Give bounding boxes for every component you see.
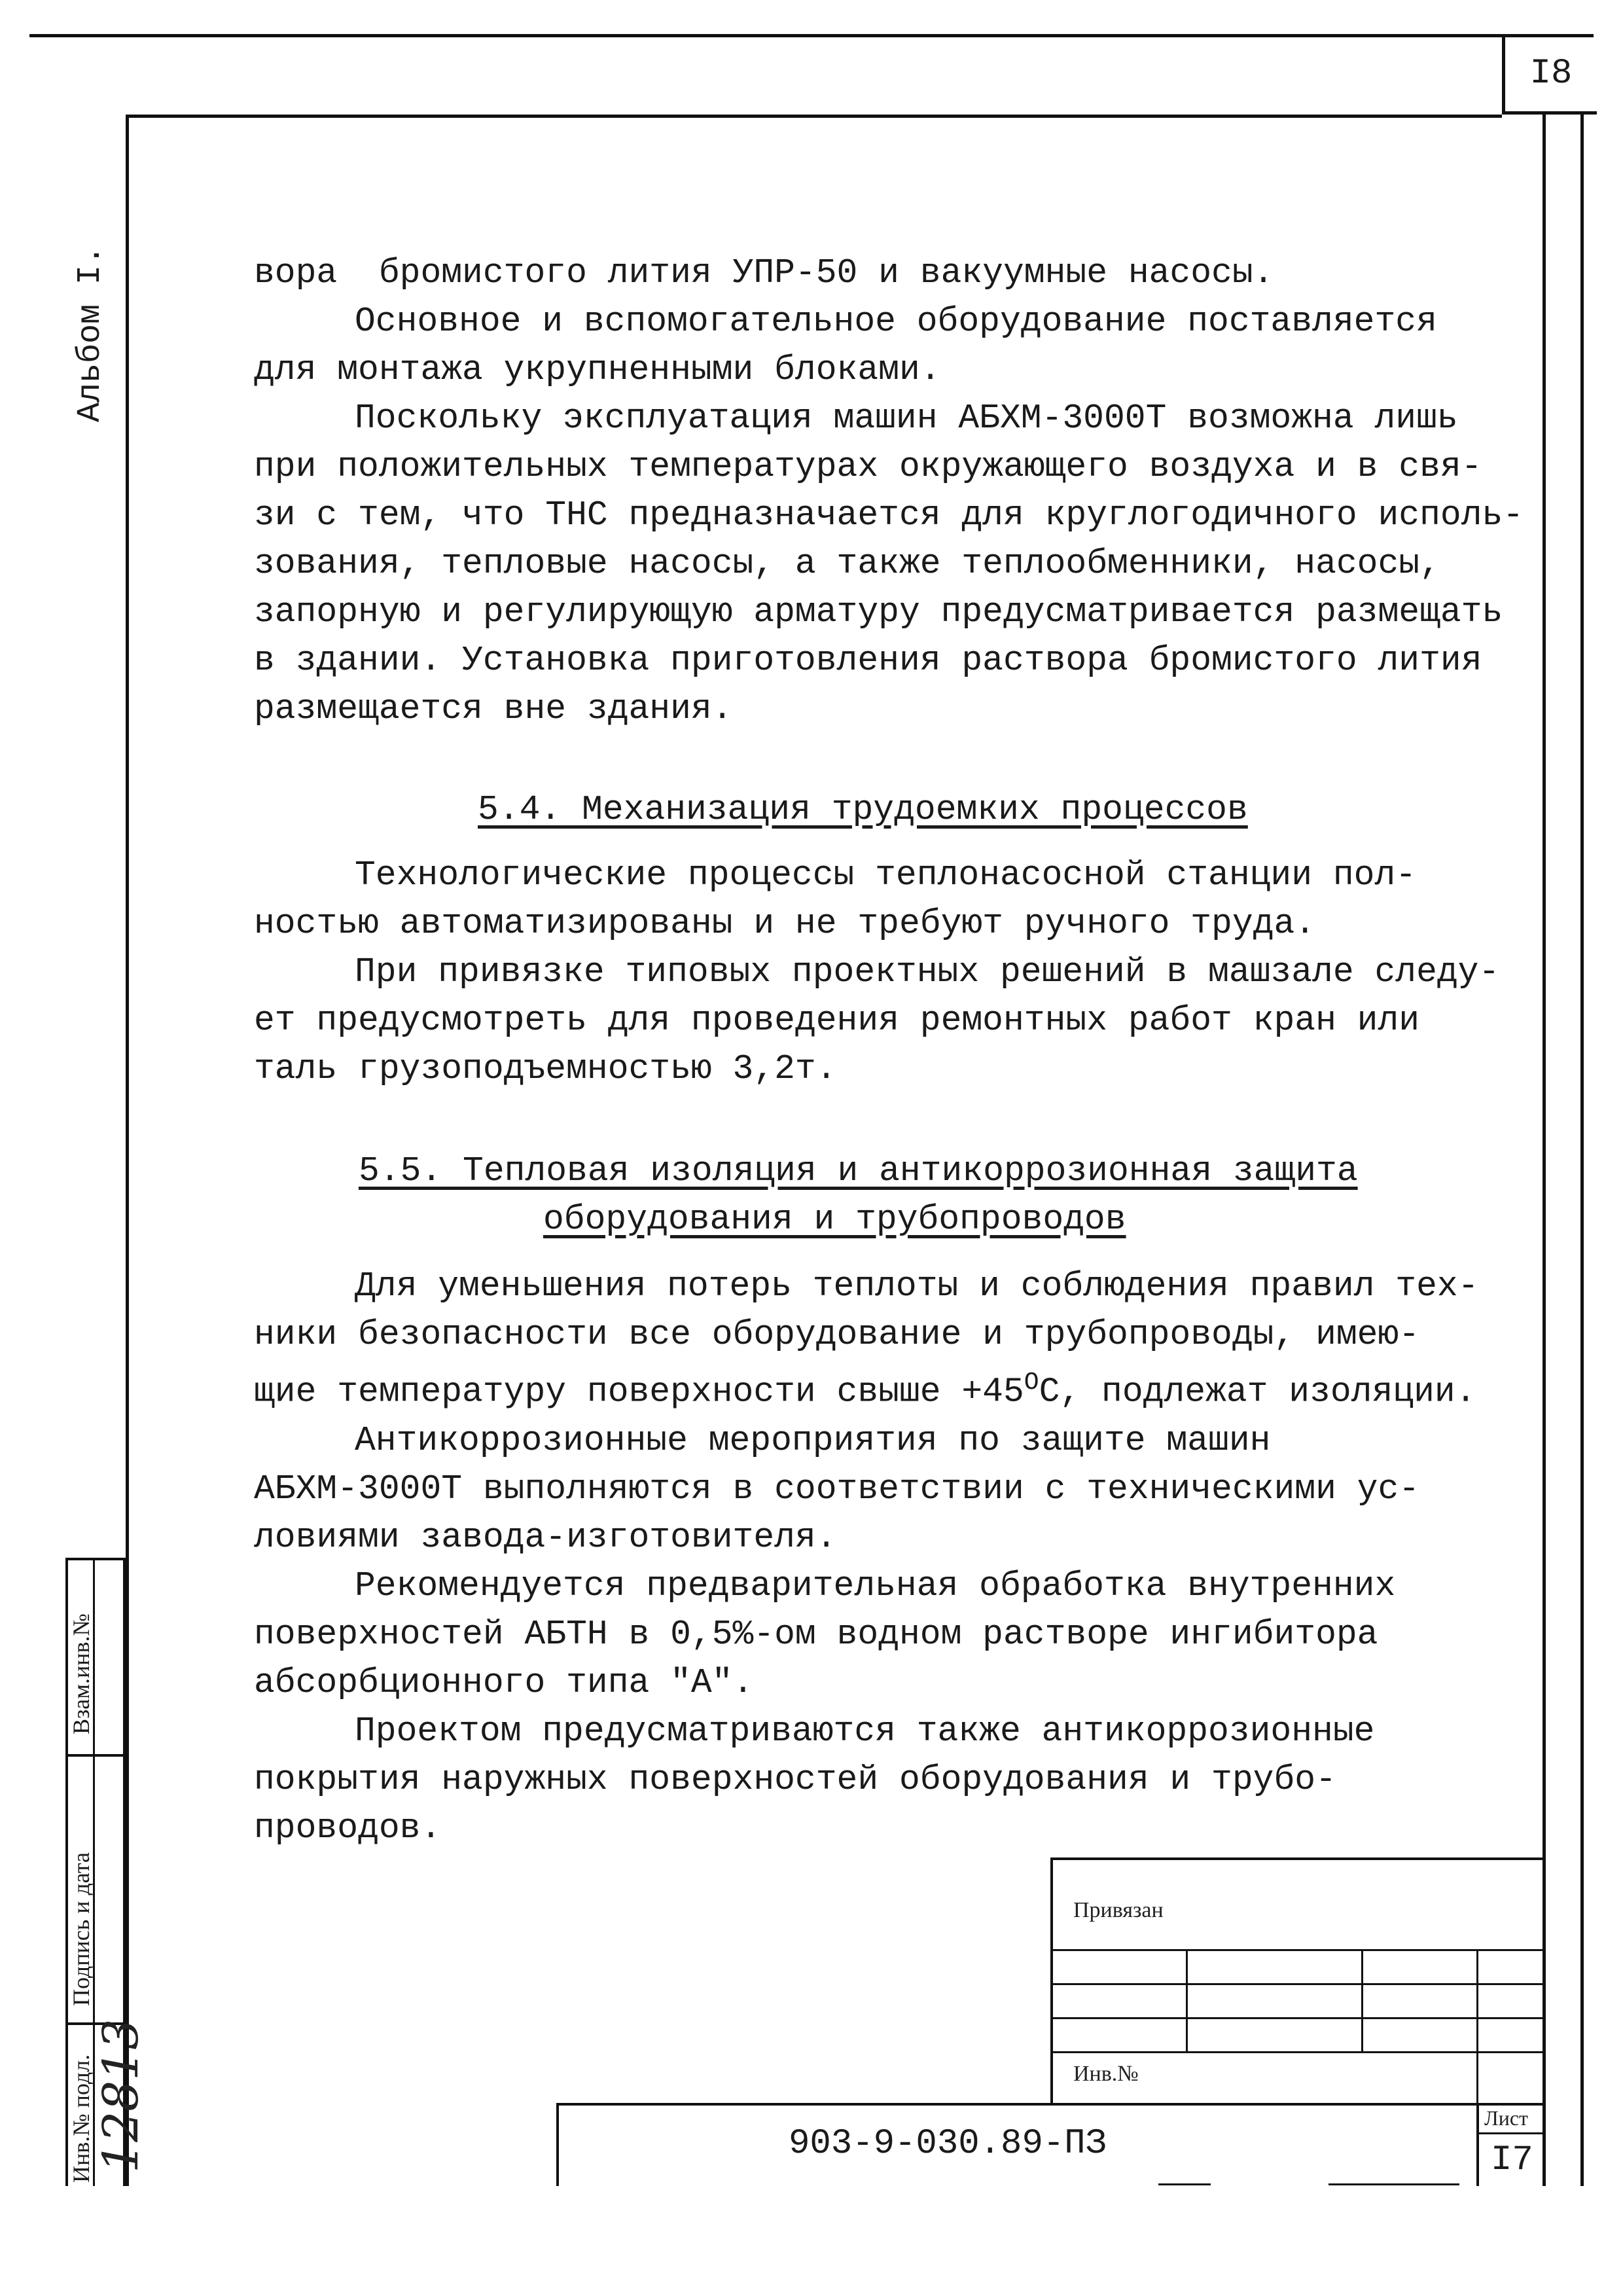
handwritten-inv-number: 12813 (93, 2018, 149, 2173)
side-label-sign: Подпись и дата (68, 1852, 94, 2006)
frame-left (126, 115, 129, 2186)
s55-p1-line3 (254, 1359, 1497, 1416)
top-rule (29, 34, 1594, 37)
side-stamp-top (65, 1558, 126, 1560)
s55-rest-p2-line3: абсорбционного типа "А". (254, 1662, 754, 1702)
s55-rest-p1-line1: Антикоррозионные мероприятия по защите машин (355, 1420, 1271, 1460)
tb-main-left (556, 2103, 559, 2186)
s55-p1-line2: ники безопасности все оборудование и трубопроводы, имею- (254, 1315, 1420, 1354)
s54-p2-line1: При привязке типовых проектных решений в машзале следу- (355, 952, 1500, 992)
section-5-5-heading-line2: оборудования и трубопроводов (543, 1200, 1126, 1239)
s55-rest-p3-line2: покрытия наружных поверхностей оборудования и трубо- (254, 1759, 1336, 1799)
tb-col3 (1476, 1949, 1478, 2103)
intro-p3-line1: Поскольку эксплуатация машин АБХМ-3000Т возможна лишь (355, 399, 1458, 438)
s55-rest-p1-line3: ловиями завода-изготовителя. (254, 1517, 837, 1557)
outer-right-rule (1580, 111, 1584, 2186)
s54-p1-line1: Технологические процессы теплонасосной станции пол- (355, 855, 1417, 895)
intro-p3-line6: в здании. Установка приготовления раствора бромистого лития (254, 641, 1482, 680)
document-code: 903-9-030.89-ПЗ (789, 2124, 1107, 2164)
s55-p1-line3-post: С, подлежат изоляции. (1039, 1372, 1476, 1412)
page-number: I8 (1502, 36, 1597, 115)
intro-p1-line1: вора бромистого лития УПР-50 и вакуумные насосы. (254, 253, 1274, 293)
s55-p1-line3-pre: щие температуру поверхности свыше +45 (254, 1372, 1024, 1412)
intro-p3-line7: размещается вне здания. (254, 689, 733, 728)
section-5-5-heading-line1: 5.5. Тепловая изоляция и антикоррозионная защита (359, 1151, 1358, 1191)
s55-rest-p2-line2: поверхностей АБТН в 0,5%-ом водном растворе ингибитора (254, 1614, 1378, 1654)
s55-rest-p1-line2: АБХМ-3000Т выполняются в соответствии с техническими ус- (254, 1469, 1420, 1509)
tb-outer-left (1050, 1857, 1053, 2103)
section-5-4-body (254, 851, 1500, 1093)
s54-p2-line3: таль грузоподъемностью 3,2т. (254, 1049, 837, 1088)
section-5-5-body (254, 1262, 1497, 1852)
tb-col1 (1186, 1949, 1188, 2051)
sheet-number: I7 (1491, 2140, 1533, 2180)
side-stamp-div1 (65, 1754, 126, 1757)
side-label-vzam: Взам.инв.№ (68, 1613, 94, 1734)
intro-p3-line3: зи с тем, что ТНС предназначается для круглогодичного исполь- (254, 495, 1524, 535)
bottom-dash-2 (1329, 2183, 1459, 2185)
intro-p3-line2: при положительных температурах окружающего воздуха и в свя- (254, 447, 1482, 486)
sheet-label: Лист (1484, 2106, 1529, 2130)
privyazan-label: Привязан (1073, 1898, 1164, 1922)
frame-right (1543, 115, 1546, 2186)
album-label: Альбом I. (72, 245, 109, 422)
tb-row1 (1050, 1949, 1543, 1951)
s55-p1-line1: Для уменьшения потерь теплоты и соблюдения правил тех- (355, 1266, 1479, 1306)
s54-p1-line2: ностью автоматизированы и не требуют ручного труда. (254, 904, 1316, 943)
tb-sheet-row (1476, 2132, 1543, 2134)
tb-sheet-divider (1476, 2103, 1479, 2186)
intro-p2-line1: Основное и вспомогательное оборудование поставляется (355, 302, 1437, 341)
s55-rest-p3-line1: Проектом предусматриваются также антикоррозионные (355, 1711, 1375, 1751)
intro-p3-line5: запорную и регулирующую арматуру предусматривается размещать (254, 592, 1503, 632)
tb-row3 (1050, 2017, 1543, 2019)
bottom-dash-1 (1158, 2183, 1211, 2185)
inv-label: Инв.№ (1073, 2062, 1139, 2086)
tb-row2 (1050, 1983, 1543, 1985)
tb-col2 (1361, 1949, 1363, 2051)
s55-rest-p2-line1: Рекомендуется предварительная обработка внутренних (355, 1566, 1396, 1605)
intro-p3-line4: зования, тепловые насосы, а также теплообменники, насосы, (254, 544, 1440, 583)
tb-row4 (1050, 2051, 1543, 2053)
side-label-inv: Инв.№ подл. (68, 2054, 94, 2183)
section-5-4-heading: 5.4. Механизация трудоемких процессов (478, 790, 1248, 829)
intro-p2-line2: для монтажа укрупненными блоками. (254, 350, 941, 389)
degree-sup: О (1024, 1369, 1039, 1397)
s54-p2-line2: ет предусмотреть для проведения ремонтных работ кран или (254, 1001, 1420, 1040)
tb-outer-top (1050, 1857, 1543, 1860)
tb-main-top (556, 2103, 1543, 2106)
body-intro (254, 249, 1524, 733)
s55-rest-p3-line3: проводов. (254, 1808, 442, 1848)
frame-top (126, 115, 1502, 118)
